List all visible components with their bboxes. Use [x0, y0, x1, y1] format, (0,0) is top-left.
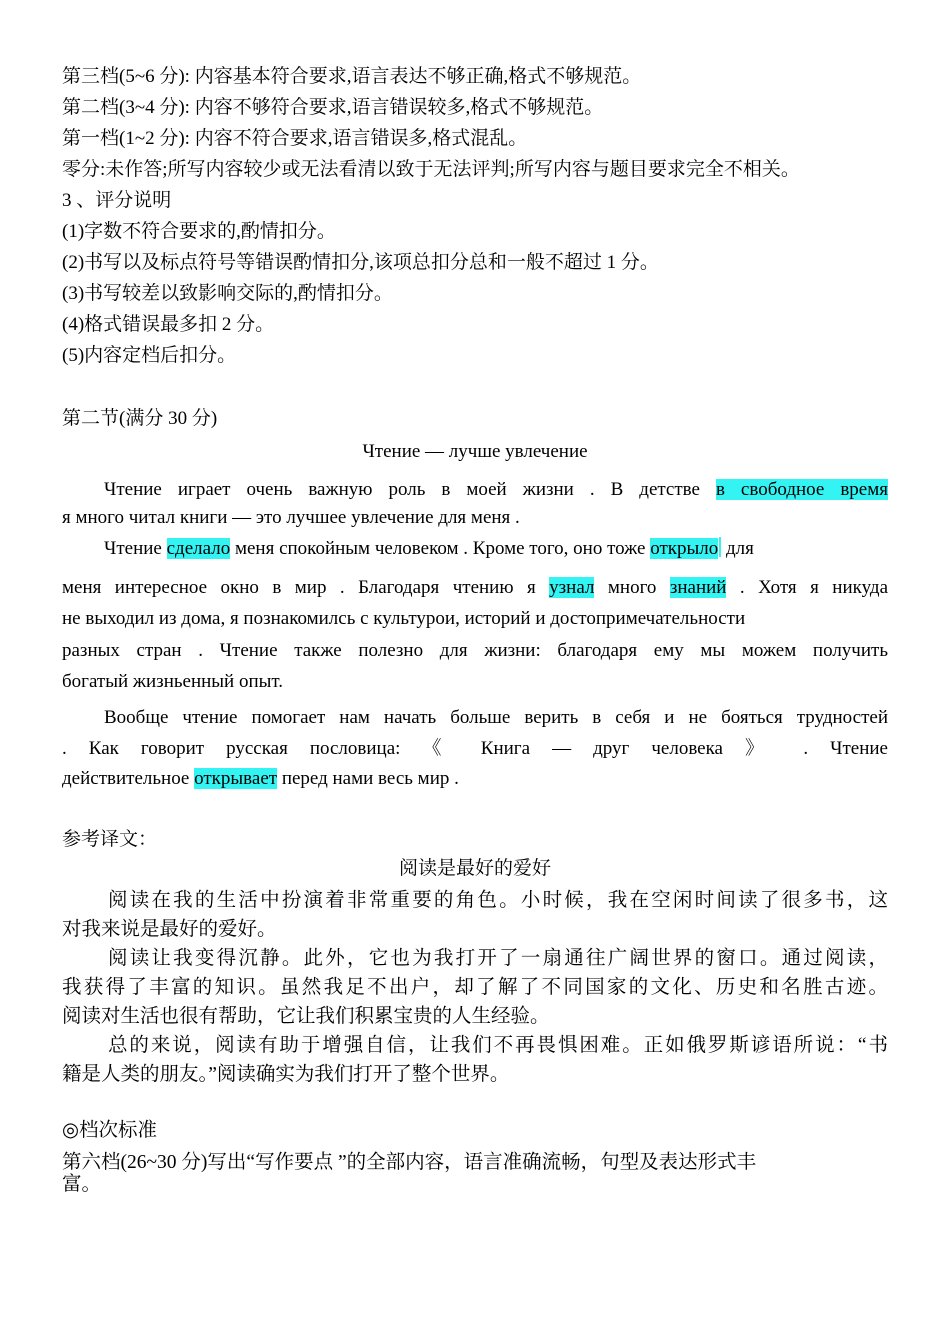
- essay-p2-line5: богатый жизньенный опыт.: [62, 671, 284, 692]
- grade-level-3: 第三档(5~6 分): 内容基本符合要求,语言表达不够正确,格式不够规范。: [62, 66, 642, 87]
- scoring-note-1: (1)字数不符合要求的,酌情扣分。: [62, 221, 336, 242]
- highlight-phrase: в свободное время: [715, 479, 888, 500]
- translation-title: 阅读是最好的爱好: [398, 858, 551, 879]
- level-6-line2: 富。: [62, 1174, 102, 1195]
- scoring-note-3: (3)书写较差以致影响交际的,酌情扣分。: [62, 283, 393, 304]
- essay-title: Чтение — лучше увлечение: [362, 441, 588, 462]
- grade-zero: 零分:未作答;所写内容较少或无法看清以致于无法评判;所写内容与题目要求完全不相关。: [62, 159, 800, 180]
- essay-p2-line1: Чтение сделало меня спокойным человеком . Кроме того, оно тоже открыло для: [104, 538, 754, 559]
- translation-heading: 参考译文：: [62, 829, 158, 850]
- section-heading: 第二节(满分 30 分): [62, 408, 218, 429]
- highlight-word: открыло: [650, 538, 719, 559]
- translation-p2-line3: 阅读对生活也很有帮助，它让我们积累宝贵的人生经验。: [62, 1006, 550, 1027]
- scoring-notes-heading: 3 、评分说明: [62, 190, 172, 211]
- translation-p3-line2: 籍是人类的朋友。”阅读确实为我们打开了整个世界。: [62, 1064, 510, 1085]
- highlight-word: сделало: [166, 538, 231, 559]
- essay-p2-line2: меня интересное окно в мир . Благодаря чтению я узнал много знаний . Хотя я никуда: [62, 577, 889, 598]
- essay-p2-line4: разных стран . Чтение также полезно для жизни: благодаря ему мы можем получить: [62, 640, 888, 661]
- essay-p3-line1: Вообще чтение помогает нам начать больше верить в себя и не бояться трудностей: [104, 707, 888, 728]
- essay-p1-line2: я много читал книги — это лучшее увлечение для меня .: [62, 507, 520, 528]
- highlight-word: знаний: [669, 577, 727, 598]
- scoring-note-2: (2)书写以及标点符号等错误酌情扣分,该项总扣分总和一般不超过 1 分。: [62, 252, 659, 273]
- scoring-note-5: (5)内容定档后扣分。: [62, 345, 237, 366]
- highlight-word: узнал: [549, 577, 595, 598]
- translation-p2-line2: 我获得了丰富的知识。虽然我足不出户，却了解了不同国家的文化、历史和名胜古迹。: [62, 977, 888, 998]
- essay-p3-line2: . Как говорит русская пословица: 《 Книга — друг человека 》 . Чтение: [62, 738, 888, 759]
- highlight-word: открывает: [194, 768, 278, 789]
- grade-level-2: 第二档(3~4 分): 内容不够符合要求,语言错误较多,格式不够规范。: [62, 97, 604, 118]
- translation-p2-line1: 阅读让我变得沉静。此外，它也为我打开了一扇通往广阔世界的窗口。通过阅读，: [108, 948, 888, 969]
- levels-heading: ◎档次标准: [62, 1120, 158, 1141]
- scoring-note-4: (4)格式错误最多扣 2 分。: [62, 314, 275, 335]
- grade-level-1: 第一档(1~2 分): 内容不符合要求,语言错误多,格式混乱。: [62, 128, 528, 149]
- essay-p1-line1: Чтение играет очень важную роль в моей жизни . В детстве в свободное время: [104, 479, 888, 500]
- essay-p2-line3: не выходил из дома, я познакомилсь с культурои, историй и достопримечательности: [62, 608, 746, 629]
- translation-p1-line1: 阅读在我的生活中扮演着非常重要的角色。小时候，我在空闲时间读了很多书，这: [108, 890, 888, 911]
- essay-p3-line3: действительное открывает перед нами весь мир .: [62, 768, 459, 789]
- translation-p1-line2: 对我来说是最好的爱好。: [62, 919, 277, 940]
- translation-p3-line1: 总的来说，阅读有助于增强自信，让我们不再畏惧困难。正如俄罗斯谚语所说：“书: [108, 1035, 888, 1056]
- level-6-line1: 第六档(26~30 分)写出“写作要点 ”的全部内容，语言准确流畅，句型及表达形式丰: [62, 1152, 757, 1173]
